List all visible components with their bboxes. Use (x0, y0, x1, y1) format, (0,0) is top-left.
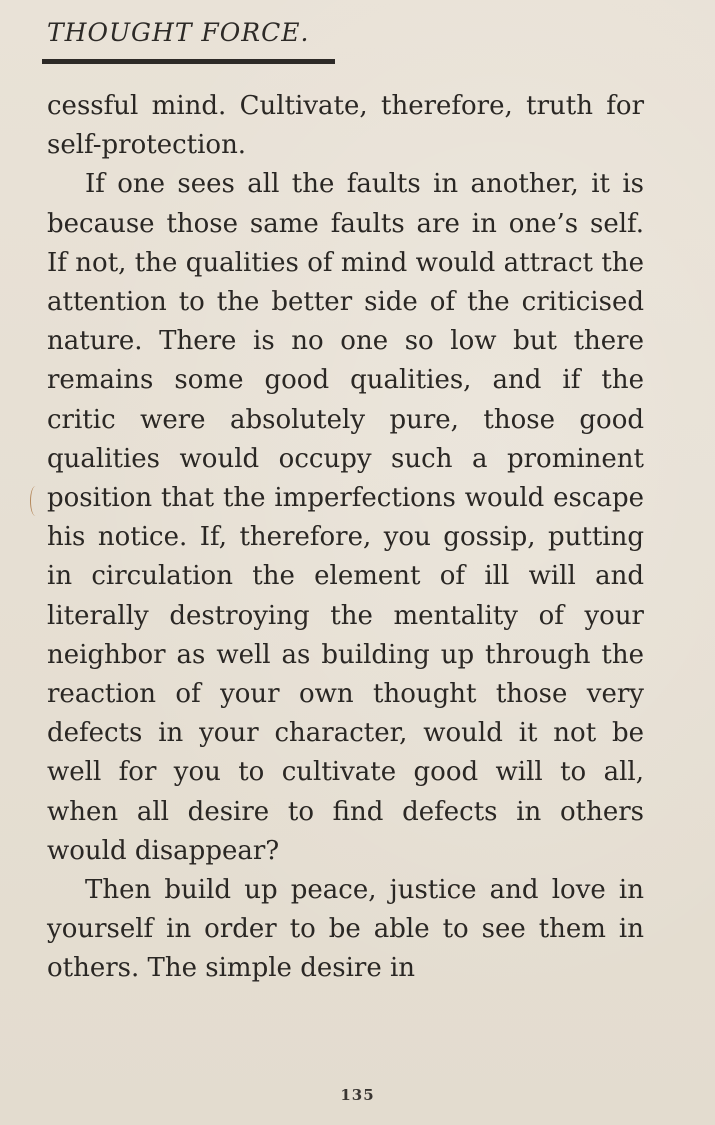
body-text (47, 87, 644, 989)
paragraph-faults: If one sees all the faults in another, it is because those same faults are in one’s self. If not, the qualities of mind would attract the attention to the better side of the criticised nature. There is no one so low but there remains some good qualities, and if the critic were absolutely pure, those good qualities would occupy such a prominent position that the imperfections would escape his notice. If, therefore, you gossip, putting in circulation the element of ill will and literally destroying the mentality of your neighbor as well as building up through the reaction of your own thought those very defects in your character, would it not be well for you to cultivate good will to all, when all desire to find defects in others would disappear? (47, 169, 644, 866)
paragraph-continuation: cessful mind. Cultivate, therefore, truth for self-protection. (47, 91, 644, 161)
pencil-margin-mark (30, 486, 41, 516)
running-head: THOUGHT FORCE. (47, 18, 310, 47)
page-number: 135 (340, 1086, 375, 1104)
paragraph-peace: Then build up peace, justice and love in yourself in order to be able to see them in others. The simple desire in (47, 875, 644, 984)
header-rule (42, 59, 335, 64)
